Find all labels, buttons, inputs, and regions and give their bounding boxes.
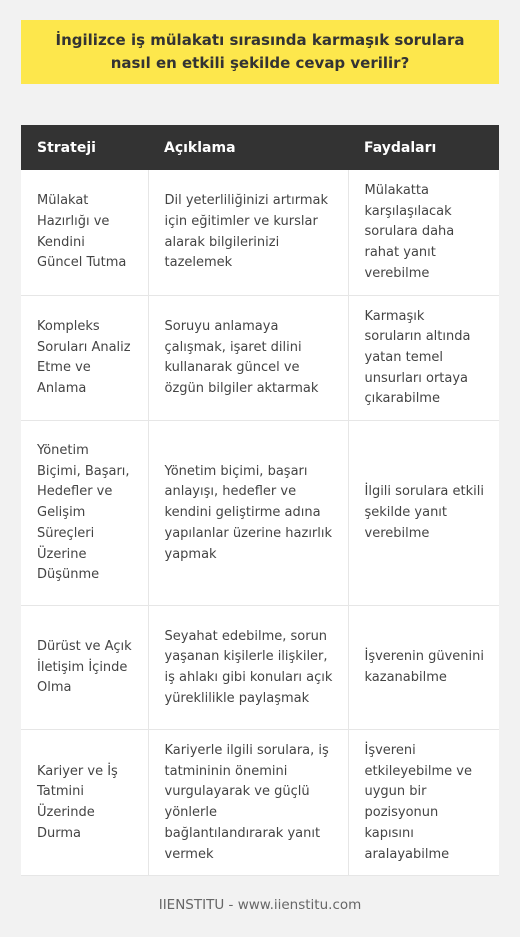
description-cell: Kariyerle ilgili sorulara, iş tatmininin önemini vurgulayarak ve güçlü yönlerle bağlantılandırarak yanıt vermek — [148, 730, 348, 876]
strategy-cell: Mülakat Hazırlığı ve Kendini Güncel Tutma — [21, 170, 148, 295]
table-row — [21, 421, 499, 606]
header-benefits: Faydaları — [348, 125, 499, 170]
description-cell: Soruyu anlamaya çalışmak, işaret dilini kullanarak güncel ve özgün bilgiler aktarmak — [148, 295, 348, 421]
table-row — [21, 295, 499, 421]
description-cell: Seyahat edebilme, sorun yaşanan kişilerle ilişkiler, iş ahlakı gibi konuları açık yüreklilikle paylaşmak — [148, 606, 348, 730]
benefit-cell: Karmaşık soruların altında yatan temel unsurları ortaya çıkarabilme — [348, 295, 499, 421]
description-cell: Yönetim biçimi, başarı anlayışı, hedefler ve kendini geliştirme adına yapılanlar üzerine hazırlık yapmak — [148, 421, 348, 606]
table-row — [21, 606, 499, 730]
footer-credit: IIENSTITU - www.iienstitu.com — [158, 897, 362, 913]
strategy-cell: Kariyer ve İş Tatmini Üzerinde Durma — [21, 730, 148, 876]
strategy-cell: Dürüst ve Açık İletişim İçinde Olma — [21, 606, 148, 730]
description-cell: Dil yeterliliğinizi artırmak için eğitimler ve kurslar alarak bilgilerinizi tazelemek — [148, 170, 348, 295]
benefit-cell: İşverenin güvenini kazanabilme — [348, 606, 499, 730]
strategy-cell: Kompleks Soruları Analiz Etme ve Anlama — [21, 295, 148, 421]
benefit-cell: İşvereni etkileyebilme ve uygun bir pozisyonun kapısını aralayabilme — [348, 730, 499, 876]
page-title: İngilizce iş mülakatı sırasında karmaşık sorulara nasıl en etkili şekilde cevap verilir? — [21, 20, 499, 84]
header-description: Açıklama — [148, 125, 348, 170]
table-row — [21, 170, 499, 295]
table-row — [21, 730, 499, 876]
table-header-row — [21, 125, 499, 170]
benefit-cell: İlgili sorulara etkili şekilde yanıt verebilme — [348, 421, 499, 606]
header-strategy: Strateji — [21, 125, 148, 170]
strategy-table — [21, 125, 499, 876]
benefit-cell: Mülakatta karşılaşılacak sorulara daha rahat yanıt verebilme — [348, 170, 499, 295]
strategy-cell: Yönetim Biçimi, Başarı, Hedefler ve Gelişim Süreçleri Üzerine Düşünme — [21, 421, 148, 606]
